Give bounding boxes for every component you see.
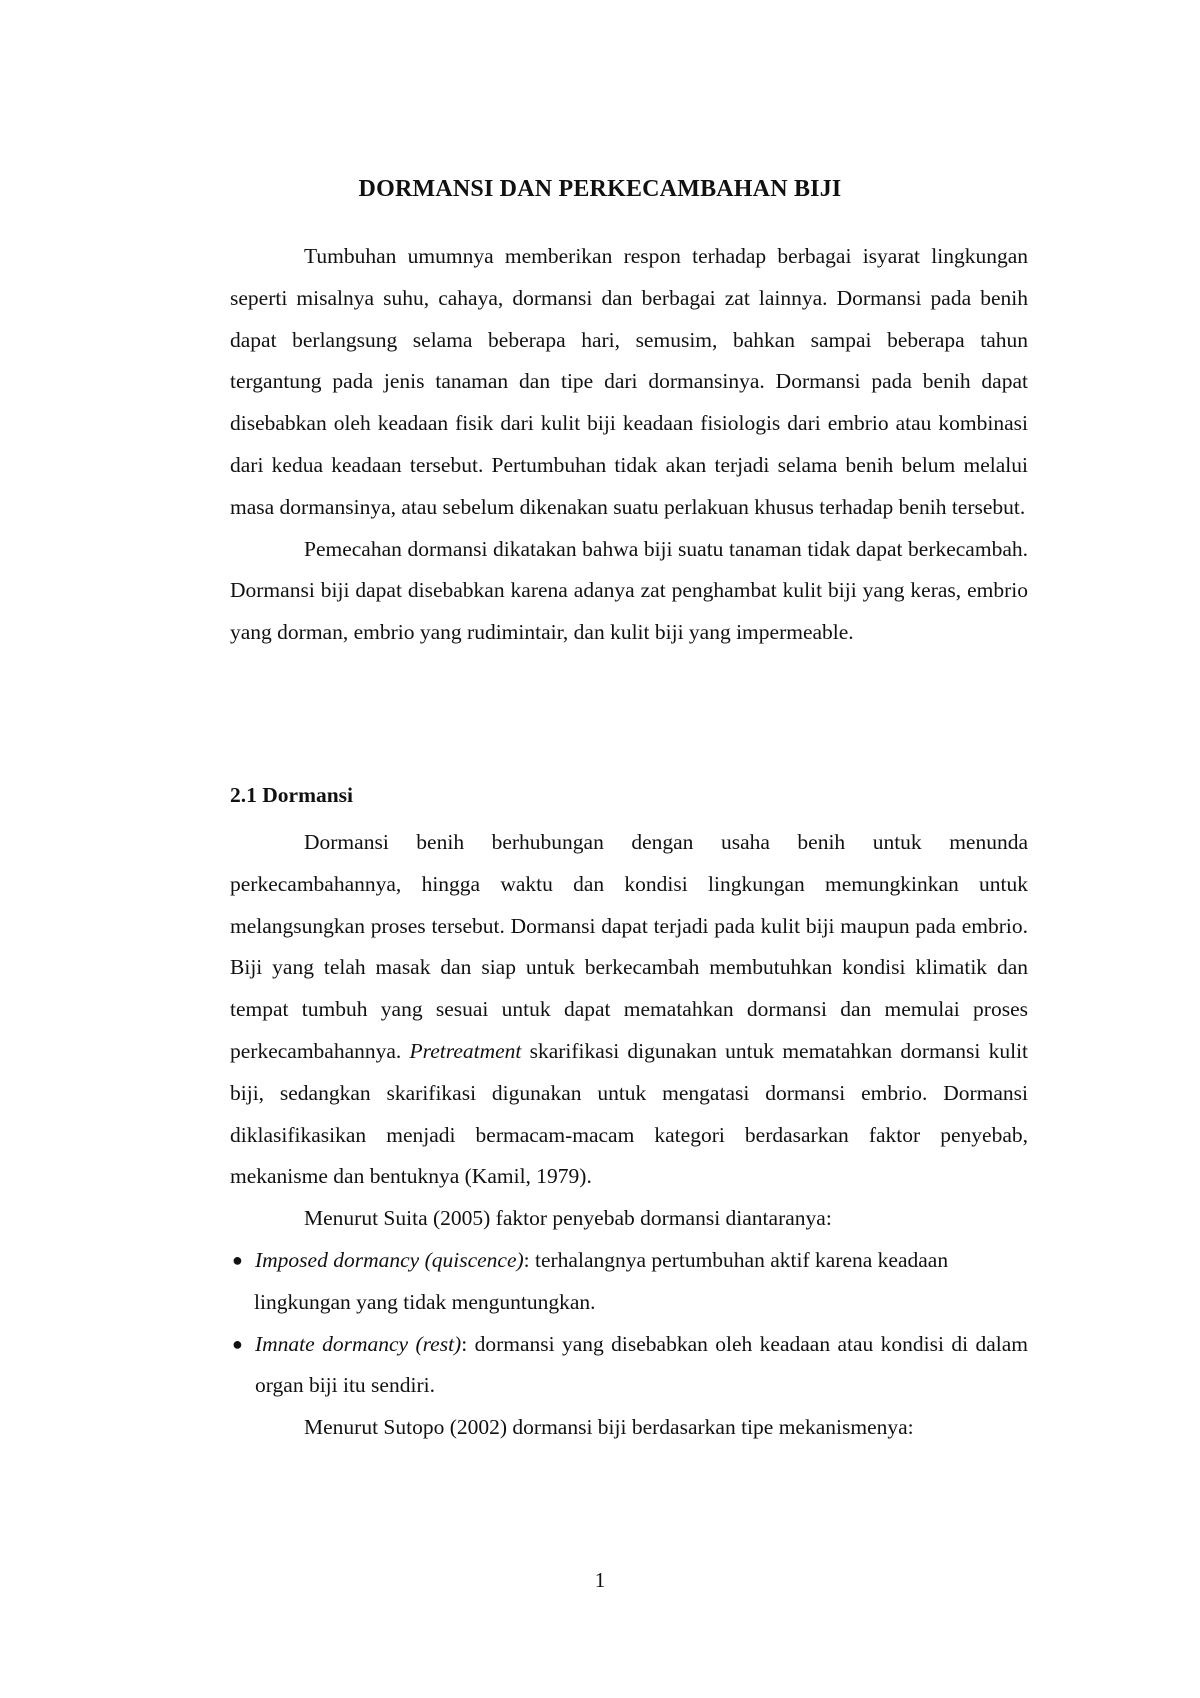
dormansi-paragraph-2: Menurut Suita (2005) faktor penyebab dormansi diantaranya:: [304, 1206, 832, 1231]
list-item: [230, 1240, 1028, 1324]
section-heading-dormansi: 2.1 Dormansi: [230, 783, 354, 807]
dormancy-cause-list: [230, 1240, 1028, 1407]
bullet-2-term: Imnate dormancy (rest): [255, 1331, 462, 1356]
list-item: [230, 1324, 1028, 1408]
intro-paragraph-2: Pemecahan dormansi dikatakan bahwa biji suatu tanaman tidak dapat berkecambah. Dormansi biji dapat disebabkan karena adanya zat penghambat kulit biji yang keras, embrio yang dorman, embrio yang rudimintair, dan kulit biji yang impermeable.: [230, 536, 1028, 645]
dormansi-paragraph-1-text-a: Dormansi benih berhubungan dengan usaha benih untuk menunda perkecambahannya, hingga waktu dan kondisi lingkungan memungkinkan untuk melangsungkan proses tersebut. Dormansi dapat terjadi pada kulit biji maupun pada embrio. Biji yang telah masak dan siap untuk berkecambah membutuhkan kondisi klimatik dan tempat tumbuh yang sesuai untuk dapat mematahkan dormansi dan memulai proses perkecambahannya.: [230, 830, 1028, 1063]
bullet-icon: ●: [232, 1249, 243, 1270]
intro-paragraph-1: Tumbuhan umumnya memberikan respon terhadap berbagai isyarat lingkungan seperti misalnya suhu, cahaya, dormansi dan berbagai zat lainnya. Dormansi pada benih dapat berlangsung selama beberapa hari, semusim, bahkan sampai beberapa tahun tergantung pada jenis tanaman dan tipe dari dormansinya. Dormansi pada benih dapat disebabkan oleh keadaan fisik dari kulit biji keadaan fisiologis dari embrio atau kombinasi dari kedua keadaan tersebut. Pertumbuhan tidak akan terjadi selama benih belum melalui masa dormansinya, atau sebelum dikenakan suatu perlakuan khusus terhadap benih tersebut.: [230, 244, 1028, 519]
bullet-2-description: : dormansi yang disebabkan oleh keadaan atau kondisi di dalam organ biji itu sendiri.: [255, 1331, 1029, 1398]
bullet-1-description: : terhalangnya pertumbuhan aktif karena keadaan: [523, 1247, 949, 1272]
document-title: DORMANSI DAN PERKECAMBAHAN BIJI: [358, 176, 842, 202]
bullet-1-continuation: lingkungan yang tidak menguntungkan.: [254, 1289, 596, 1314]
page-number: 1: [594, 1568, 606, 1592]
dormansi-paragraph-1: [230, 822, 1028, 1198]
dormansi-paragraph-1-text-b: skarifikasi digunakan untuk mematahkan dormansi kulit biji, sedangkan skarifikasi digunakan untuk mengatasi dormansi embrio. Dormansi diklasifikasikan menjadi bermacam-macam kategori berdasarkan faktor penyebab, mekanisme dan bentuknya (Kamil, 1979).: [230, 1038, 1029, 1189]
dormansi-paragraph-3: Menurut Sutopo (2002) dormansi biji berdasarkan tipe mekanismenya:: [304, 1415, 914, 1440]
intro-section: [230, 236, 1028, 654]
dormansi-section: [230, 822, 1028, 1449]
bullet-1-term: Imposed dormancy (quiscence): [255, 1247, 524, 1272]
bullet-icon: ●: [232, 1333, 243, 1354]
pretreatment-term: Pretreatment: [409, 1038, 522, 1063]
